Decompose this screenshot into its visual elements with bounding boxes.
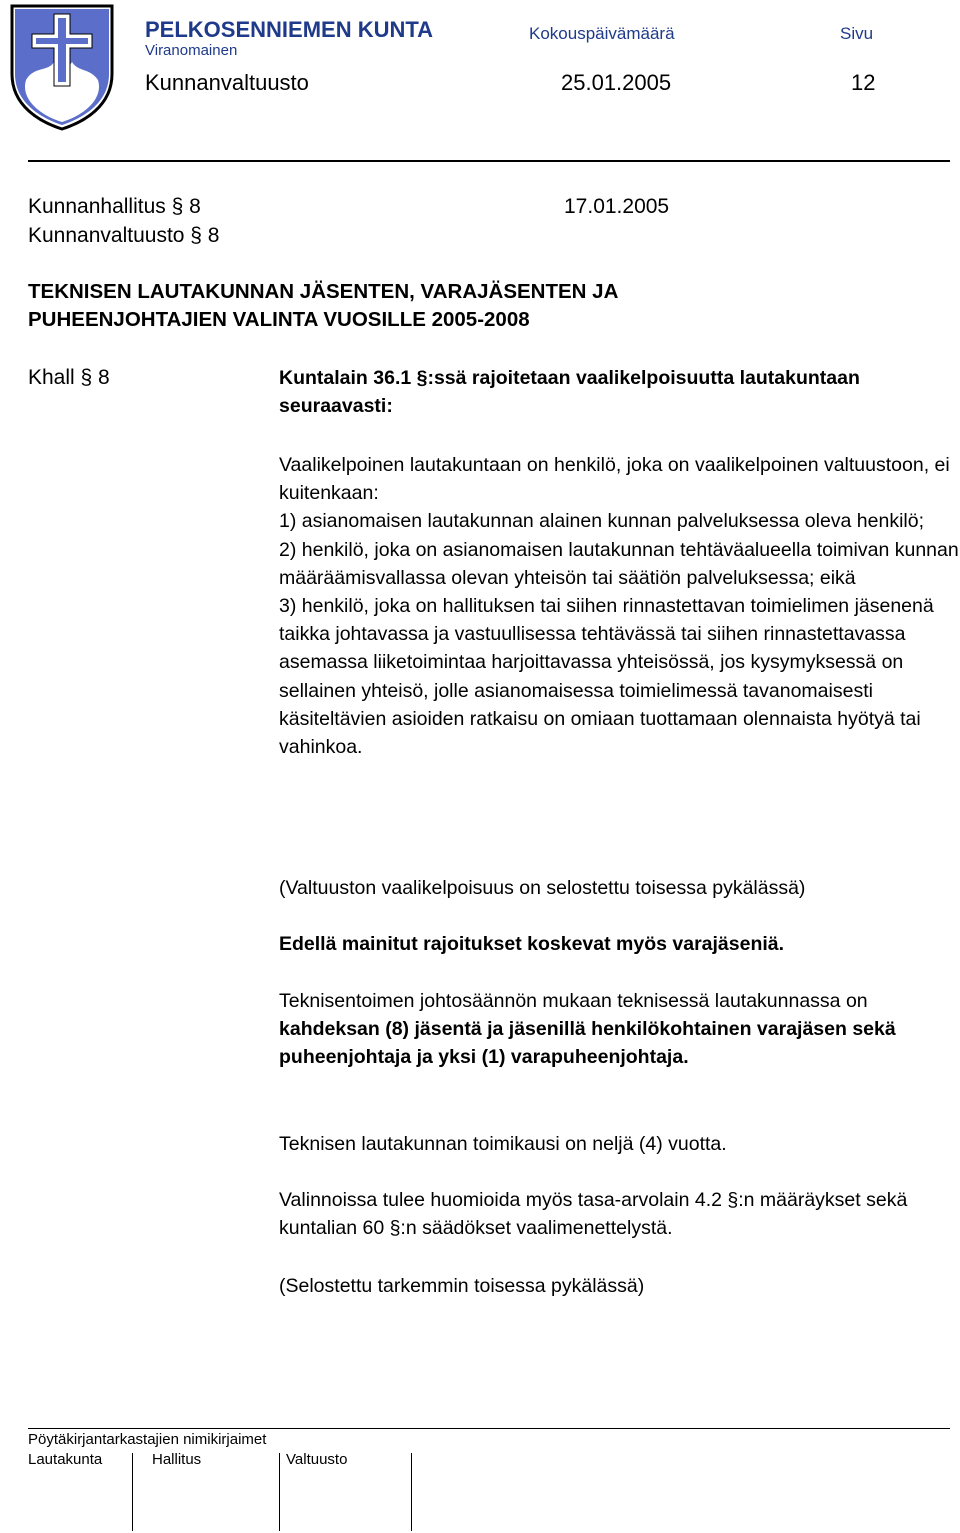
eligibility-intro: Vaalikelpoinen lautakuntaan on henkilö, joka on vaalikelpoinen valtuustoon, ei kuitenkaan: [279, 454, 950, 505]
note2-text: (Selostettu tarkemmin toisessa pykälässä) [279, 1275, 645, 1297]
eligibility-paragraph [279, 451, 959, 761]
eligibility-item-1: 1) asianomaisen lautakunnan alainen kunnan palveluksessa oleva henkilö; [279, 510, 925, 533]
role-label: Viranomainen [145, 42, 238, 59]
meeting-date: 25.01.2005 [561, 70, 672, 95]
header-divider [28, 160, 950, 162]
equality-text: Valinnoissa tulee huomioida myös tasa-arvolain 4.2 §:n määräykset sekä kuntalian 60 §:n säädökset vaalimenettelystä. [279, 1189, 908, 1240]
statute-text [279, 987, 959, 1072]
signatures-label: Pöytäkirjantarkastajien nimikirjaimet [28, 1431, 267, 1448]
agenda-title-line2: PUHEENJOHTAJIEN VALINTA VUOSILLE 2005-2008 [28, 308, 530, 331]
footer-divider [28, 1428, 950, 1429]
agenda-title-line1: TEKNISEN LAUTAKUNNAN JÄSENTEN, VARAJÄSENTEN JA [28, 280, 619, 303]
intro-text: Kuntalain 36.1 §:ssä rajoitetaan vaalikelpoisuutta lautakuntaan seuraavasti: [279, 367, 860, 418]
organization-name: PELKOSENNIEMEN KUNTA [145, 17, 434, 42]
term-paragraph [279, 1130, 959, 1158]
deputies-paragraph [279, 930, 959, 958]
statute-bold: kahdeksan (8) jäsentä ja jäsenillä henkilökohtainen varajäsen sekä puheenjohtaja ja yksi (1) varapuheenjohtaja. [279, 1018, 896, 1069]
note-council-eligibility [279, 874, 959, 902]
coat-of-arms-logo [4, 2, 120, 132]
statute-plain: Teknisentoimen johtosäännön mukaan teknisessä lautakunnassa on [279, 990, 868, 1012]
meta-board-reference: Kunnanhallitus § 8 [28, 195, 201, 218]
signature-column-government: Hallitus [152, 1451, 202, 1468]
statute-paragraph [279, 987, 959, 1072]
equality-paragraph [279, 1186, 959, 1242]
page-label: Sivu [840, 24, 874, 43]
note1-text: (Valtuuston vaalikelpoisuus on selostettu toisessa pykälässä) [279, 877, 806, 899]
signature-separator-1 [132, 1453, 133, 1531]
signature-separator-2 [279, 1453, 280, 1531]
term-text: Teknisen lautakunnan toimikausi on neljä (4) vuotta. [279, 1133, 727, 1155]
note-details [279, 1272, 959, 1300]
signature-column-council: Valtuusto [286, 1451, 348, 1468]
meta-board-date: 17.01.2005 [564, 195, 670, 218]
signature-separator-3 [411, 1453, 412, 1531]
eligibility-item-3: 3) henkilö, joka on hallituksen tai siihen rinnastettavan toimielimen jäsenenä taikka johtavassa ja vastuullisessa tehtävässä tai siihen rinnastettavassa asemassa liiketoimintaa harjoittavassa yhteisössä, jos kysymyksessä on sellainen yhteisö, jolle asianomaisessa toimielimessä tavanomaisesti käsiteltävien asioiden ratkaisu on omiaan tuottamaan olennaista hyötyä tai vahinkoa. [279, 595, 934, 759]
deputies-text: Edellä mainitut rajoitukset koskevat myös varajäseniä. [279, 933, 785, 955]
signature-column-board: Lautakunta [28, 1451, 103, 1468]
section-label: Khall § 8 [28, 366, 110, 389]
authority-name: Kunnanvaltuusto [145, 70, 309, 95]
meeting-date-label: Kokouspäivämäärä [529, 24, 675, 43]
page-number: 12 [851, 70, 876, 95]
intro-paragraph [279, 364, 959, 420]
meta-council-reference: Kunnanvaltuusto § 8 [28, 224, 220, 247]
eligibility-item-2: 2) henkilö, joka on asianomaisen lautakunnan tehtäväalueella toimivan kunnan määräämisvallassa olevan yhteisön tai säätiön palveluksessa; eikä [279, 538, 959, 589]
